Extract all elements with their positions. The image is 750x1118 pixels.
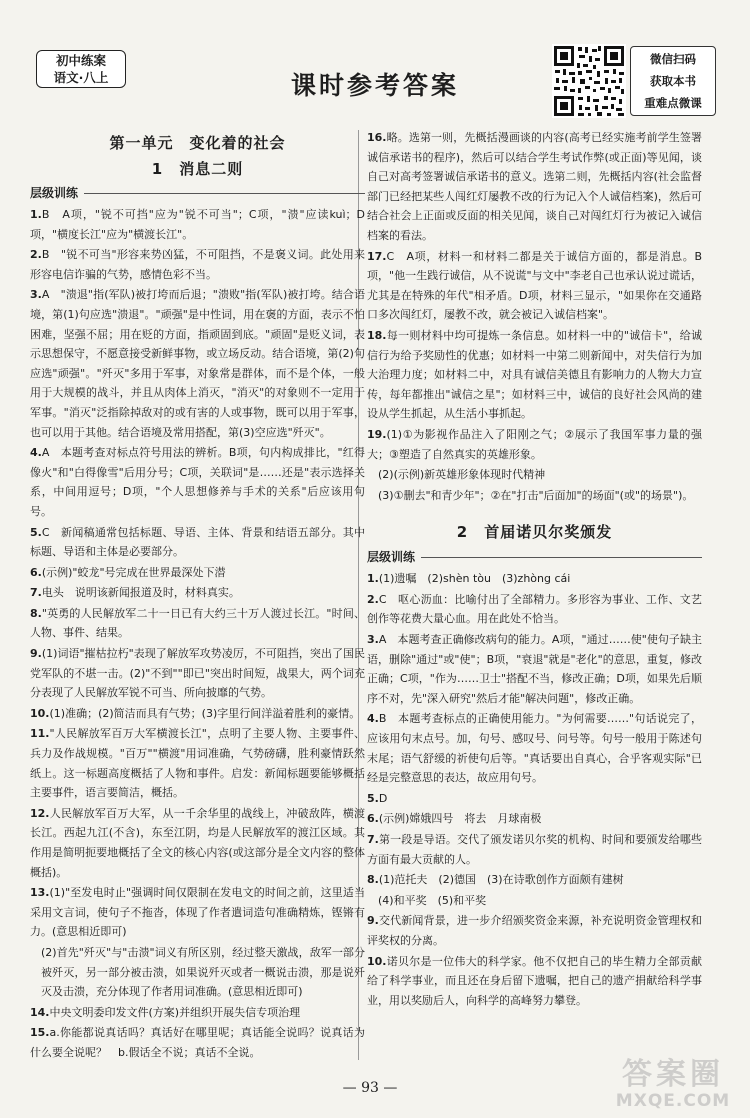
qr-caption-line-1: 微信扫码 (650, 52, 696, 66)
answer-item (367, 590, 702, 629)
answer-number: 13. (30, 886, 50, 900)
answer-number: 5. (30, 525, 42, 539)
answer-text: C A项，材料一和材料二都是关于诚信方面的，都是消息。B项，"他一生践行诚信，从不说谎"与文中"李老自己也承认说过谎话，尤其是在特殊的年代"相矛盾。D项，材料三显示，"如果你在交通路口多次闯红灯，屡教不改，就会被记入诚信档案"。 (367, 249, 702, 322)
answer-item (30, 443, 365, 521)
answer-item (30, 245, 365, 284)
section-heading-2 (367, 547, 702, 567)
qr-caption-line-2: 获取本书 (650, 74, 696, 88)
answer-text: (1)"至发电时止"强调时间仅限制在发电文的时间之前，这里适当采用文言词，使句子不拖沓，体现了作者遣词造句准确精炼，铿锵有力。(意思相近即可) (30, 886, 365, 939)
answer-number: 3. (367, 633, 379, 647)
answer-item (30, 883, 365, 942)
answer-number: 15. (30, 1026, 50, 1040)
answer-text: C 呕心沥血：比喻付出了全部精力。多形容为事业、工作、文艺创作等花费大量心血。用在此处不恰当。 (367, 592, 702, 626)
answer-number: 8. (30, 606, 42, 620)
answer-text: "人民解放军百万大军横渡长江"，点明了主要人物、主要事件、兵力及作战规模。"百万""横渡"用词准确，气势磅礴，胜利豪情跃然纸上。这一标题高度概括了人物和事件。启发：新闻标题要能够概括主要事件，语言要简洁，概括。 (30, 727, 365, 800)
page-title: 课时参考答案 (290, 71, 459, 100)
answer-item (30, 523, 365, 562)
watermark-line-1: 答案圈 (622, 1057, 724, 1092)
answer-item (367, 870, 702, 890)
answer-number: 10. (367, 954, 387, 968)
answer-text: A 本题考查正确修改病句的能力。A项，"通过……使"使句子缺主语，删除"通过"或"使"；B项，"衰退"就是"老化"的意思，重复，修改正确；C项，"作为……卫士"搭配不当，修改正确；D项，如果先后顺序不对，先"深入研究"然后才能"解决问题"，修改正确。 (367, 633, 702, 705)
watermark-logo (608, 1058, 738, 1114)
section-heading-2-label: 层级训练 (367, 550, 416, 565)
answer-item (367, 952, 702, 1011)
lesson-2-title: 2 首届诺贝尔奖颁发 (456, 523, 613, 542)
answer-number: 6. (30, 565, 42, 579)
answer-text: C 新闻稿通常包括标题、导语、主体、背景和结语五部分。其中标题、导语和主体是必要部分。 (30, 525, 365, 559)
left-column (30, 128, 365, 1064)
answer-text: B "锐不可当"形容来势凶猛，不可阻挡，不是褒义词。此处用来形容电信诈骗的气势，感情色彩不当。 (30, 248, 365, 281)
answer-item (367, 465, 702, 485)
right-answer-list-a (367, 128, 702, 505)
answer-text: 交代新闻背景，进一步介绍颁奖资金来源，补充说明资金管理权和评奖权的分离。 (367, 914, 702, 947)
answer-text: A 本题考查对标点符号用法的辨析。B项，句内构成排比，"红得像火"和"白得像雪"后用分号；C项，关联词"是……还是"表示选择关系，中间用逗号；D项，"个人思想修养与手术的关系"后应该用句号。 (30, 446, 365, 518)
section-rule-2 (421, 557, 702, 558)
right-column (367, 128, 702, 1011)
answer-item (30, 1003, 365, 1023)
answer-item (30, 205, 365, 244)
answer-number: 17. (367, 249, 387, 263)
answer-text: a.你能都说真话吗？真话好在哪里呢；真话能全说吗？说真话为什么要全说呢？ b.假话全不说；真话不全说。 (30, 1026, 365, 1059)
answer-item (367, 486, 702, 506)
answer-number: 9. (30, 647, 42, 661)
qr-caption-line-3: 重难点微课 (644, 96, 702, 110)
answer-text: (示例)嫦娥四号 将去 月球南极 (378, 812, 542, 826)
answer-number: 1. (367, 572, 379, 586)
answer-item (30, 604, 365, 643)
answer-number: 9. (367, 914, 379, 928)
section-rule (84, 193, 365, 194)
answer-text: 诺贝尔是一位伟大的科学家。他不仅把自己的毕生精力全部贡献给了科学事业，而且还在身后留下遗嘱，把自己的遗产捐献给科学事业，用以奖励后人，向科学的高峰努力攀登。 (367, 954, 702, 1007)
qr-code-icon (552, 44, 626, 118)
answer-text: (2)首先"歼灭"与"击溃"词义有所区别，经过整天激战，敌军一部分被歼灭，另一部分被击溃，如果说歼灭或者一概说击溃，那是说歼灭及击溃，充分体现了作者用词准确。(意思相近即可) (41, 945, 365, 999)
answer-item (367, 809, 702, 829)
answer-item (367, 425, 702, 464)
answer-number: 14. (30, 1005, 50, 1019)
page-number: — 93 — (342, 1080, 398, 1096)
answer-item (367, 128, 702, 246)
answer-item (30, 704, 365, 724)
answer-item (367, 911, 702, 950)
answer-number: 19. (367, 427, 387, 441)
answer-item (30, 804, 365, 882)
answer-item (30, 644, 365, 703)
answer-number: 16. (367, 131, 387, 144)
answer-item (367, 709, 702, 787)
answer-number: 4. (367, 712, 379, 726)
qr-code[interactable] (552, 44, 626, 118)
answer-text: 每一则材料中均可提炼一条信息。如材料一中的"诚信卡"，给诚信行为给予奖励性的优惠；如材料一中第二则新闻中，对失信行为加大治理力度；如材料二中，对具有诚信美德且有影响力的人物大力宣传，每年都推出"诚信之星"；如材料三中，诚信的良好社会风尚的建设从学生抓起，从生活小事抓起。 (367, 328, 702, 421)
lesson-1-title: 1 消息二则 (151, 160, 244, 178)
answer-item (367, 789, 702, 809)
answer-item (367, 830, 702, 869)
answer-number: 5. (367, 791, 379, 805)
answer-item (367, 326, 702, 424)
answer-number: 11. (30, 727, 50, 741)
answer-text: A "溃退"指(军队)被打垮而后退；"溃败"指(军队)被打垮。结合语境，第(1)句应选"溃退"。"顽强"是中性词，用在褒的方面，表示不怕困难，坚强不屈；用在贬的方面，指顽固到底。"顽固"是贬义词，表示思想保守，不愿意接受新鲜事物，或立场反动。结合语境，第(2)句应选"顽强"。"歼灭"多用于军事，对象常是群体，而不是个体，一般用于大规模的战斗，并且从肉体上消灭，"消灭"的对象则不一定用于军事。"消灭"泛指除掉敌对的或有害的人或事物，既可以用于军事，也可以用于其他。结合语境及常用搭配，第(3)空应选"歼灭"。 (30, 288, 365, 439)
badge-line-2: 语文·八上 (53, 70, 109, 85)
answer-item (30, 285, 365, 442)
answer-number: 10. (30, 706, 50, 720)
answer-number: 7. (30, 586, 42, 600)
answer-text: (1)词语"摧枯拉朽"表现了解放军攻势凌厉，不可阻挡，突出了国民党军队的不堪一击。(2)"不到""即已"突出时间短，战果大，两个词充分表现了人民解放军锐不可当、所向披靡的气势。 (30, 647, 365, 700)
answer-item (30, 1023, 365, 1062)
answer-text: (1)准确；(2)简洁而具有气势；(3)字里行间洋溢着胜利的豪情。 (49, 706, 361, 720)
answer-item (367, 630, 702, 708)
qr-caption (630, 46, 716, 116)
watermark-line-2: MXQE.COM (615, 1091, 731, 1111)
answer-text: 第一段是导语。交代了颁发诺贝尔奖的机构、时间和要颁发给哪些方面有最大贡献的人。 (367, 833, 702, 866)
unit-title: 第一单元 变化着的社会 (109, 134, 286, 152)
answer-text: 中央文明委印发文件(方案)并组织开展失信专项治理 (49, 1005, 301, 1019)
answer-text: (2)(示例)新英雄形象体现时代精神 (378, 468, 546, 482)
answer-item (30, 563, 365, 583)
answer-text: D (378, 791, 388, 805)
answer-text: (1)遗嘱 (2)shèn tòu (3)zhòng cái (378, 572, 571, 586)
answer-text: 略。选第一则，先概括漫画谈的内容(高考已经实施考前学生签署诚信承诺书的程序)，然后可以结合学生考试作弊(或正面)等见闻，谈自己对高考签署诚信承诺书的意义。选第二则，先概括内容(社会监督部门已经把某些人闯红灯屡教不改的行为记入个人诚信档案)，然后可结合社会上正面或反面的相关见闻，谈自己对闯红灯行为被记入诚信档案的看法。 (367, 131, 702, 242)
answer-text: 电头 说明该新闻报道及时，材料真实。 (41, 586, 240, 600)
answer-number: 6. (367, 812, 379, 826)
answer-number: 1. (30, 208, 42, 221)
answer-number: 3. (30, 288, 42, 302)
answer-number: 2. (30, 248, 42, 262)
answer-number: 2. (367, 592, 379, 606)
answer-number: 4. (30, 446, 42, 460)
answer-item (30, 943, 365, 1002)
book-badge (36, 50, 126, 88)
answer-text: (1)①为影视作品注入了阳刚之气；②展示了我国军事力量的强大；③塑造了自然真实的英雄形象。 (367, 427, 702, 461)
answer-text: (示例)"蛟龙"号完成在世界最深处下潜 (41, 565, 226, 579)
answer-text: B 本题考查标点的正确使用能力。"为何需要……"句话说完了，应该用句末点号。加，句号、感叹号、问号等。句号一般用于陈述句末尾；语气舒缓的祈使句后等。"真话要出自真心，合乎客观实际"已经是完整意思的表达，故应用句号。 (367, 712, 702, 785)
section-heading (30, 183, 365, 203)
answer-item (367, 569, 702, 589)
answer-text: (4)和平奖 (5)和平奖 (378, 893, 487, 907)
answer-item (30, 724, 365, 802)
answer-item (367, 247, 702, 325)
answer-item (367, 891, 702, 911)
answer-number: 18. (367, 328, 387, 342)
answer-item (30, 583, 365, 603)
answer-text: 人民解放军百万大军，从一千余华里的战线上，冲破敌阵，横渡长江。西起九江(不含)，东至江阴，均是人民解放军的渡江区域。其作用是简明扼要地概括了全文的核心内容(或这部分是全文内容的整体概括)。 (30, 806, 365, 879)
answer-text: (1)范托夫 (2)德国 (3)在诗歌创作方面颇有建树 (378, 873, 624, 887)
answer-number: 8. (367, 873, 379, 887)
badge-line-1: 初中练案 (55, 53, 106, 68)
left-answer-list (30, 205, 365, 1063)
right-answer-list-b (367, 569, 702, 1010)
answer-number: 7. (367, 833, 379, 846)
answer-number: 12. (30, 806, 50, 820)
section-heading-label: 层级训练 (30, 186, 79, 200)
answer-text: "英勇的人民解放军二十一日已有大约三十万人渡过长江。"时间、人物、事件、结果。 (30, 606, 365, 640)
answer-text: (3)①删去"和青少年"；②在"打击"后面加"的场面"(或"的场景")。 (378, 488, 694, 502)
answer-text: B A项，"锐不可挡"应为"锐不可当"；C项，"溃"应读kuì；D项，"横度长江"应为"横渡长江"。 (30, 208, 365, 241)
